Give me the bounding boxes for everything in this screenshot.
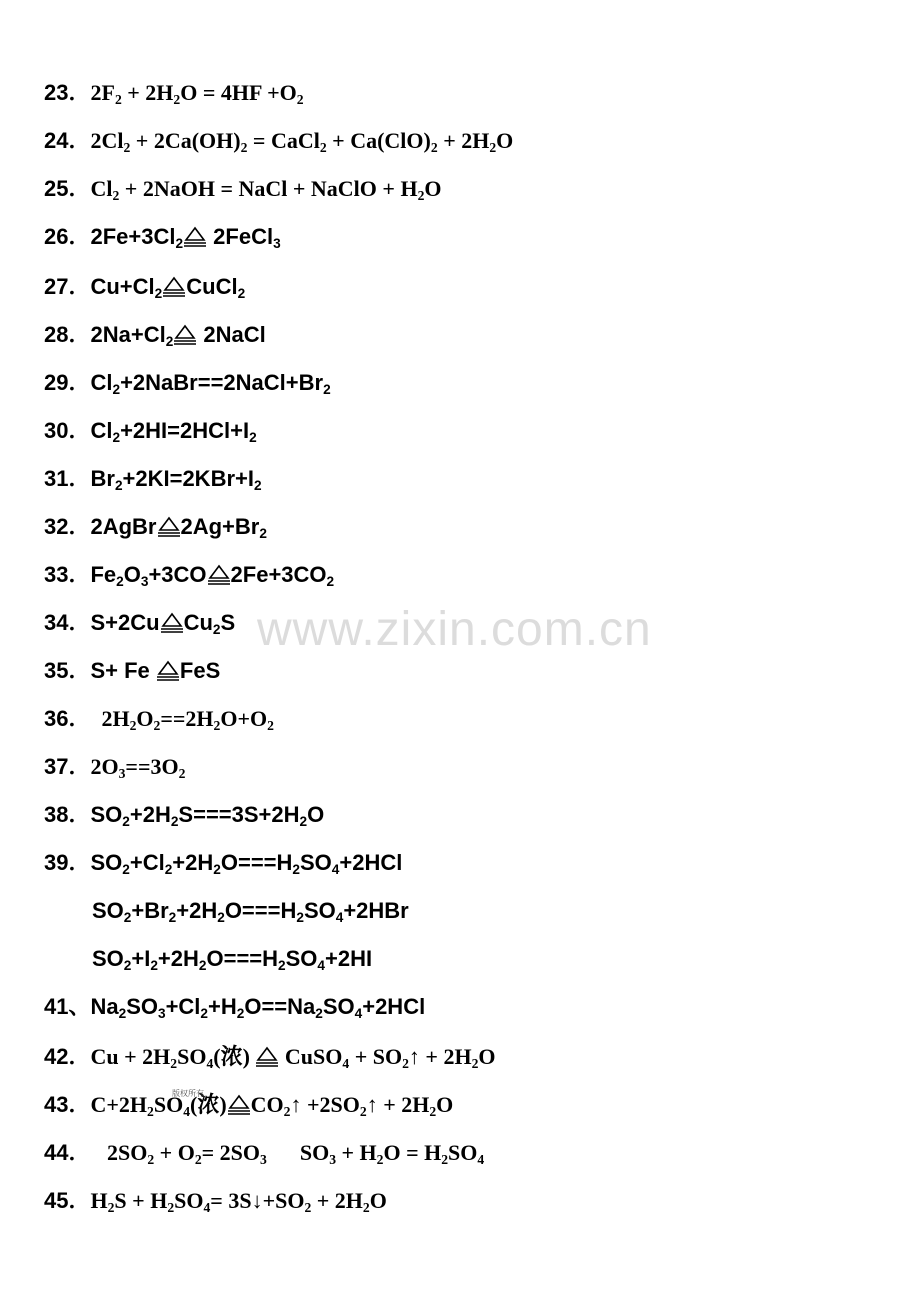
equation-line [44, 1138, 484, 1168]
heat-triangle-icon [207, 564, 231, 586]
formula-subscript: 2 [323, 381, 331, 397]
formula-subscript: 3 [329, 1151, 336, 1167]
heat-triangle-icon [183, 226, 207, 248]
formula-subscript: 2 [213, 861, 221, 877]
formula-subscript: 2 [150, 957, 158, 973]
formula-text: SO [126, 994, 158, 1019]
formula-text: +2KI=2KBr+I [122, 466, 254, 491]
formula-text: 2Na+Cl [90, 322, 166, 347]
equation-line [44, 368, 331, 398]
formula-subscript: 2 [167, 1199, 175, 1215]
formula-subscript: 2 [200, 1005, 208, 1021]
heat-triangle-icon [162, 276, 186, 298]
equation-line [44, 560, 334, 590]
formula-text: = CaCl [247, 128, 320, 153]
formula-subscript: 2 [471, 1055, 479, 1071]
formula-text: +2H [176, 898, 218, 923]
equation-number: 35． [44, 658, 91, 683]
equation-number: 23． [44, 80, 91, 105]
equation-line [44, 992, 425, 1022]
formula-text: Cu [183, 610, 213, 635]
formula-subscript: 2 [315, 1005, 323, 1021]
formula-text: O===H [206, 946, 279, 971]
formula-subscript: 4 [317, 957, 325, 973]
equation-formula [90, 368, 330, 398]
equation-number: 31． [44, 466, 91, 491]
formula-subscript: 2 [296, 91, 304, 107]
formula-text: CuSO [279, 1044, 343, 1069]
formula-subscript: 2 [112, 187, 120, 203]
equation-formula [90, 512, 266, 542]
equation-number: 42． [44, 1044, 91, 1069]
equation-number: 43． [44, 1092, 91, 1117]
equation-formula [90, 464, 261, 494]
formula-subscript: 2 [417, 187, 425, 203]
formula-text: +Cl [129, 850, 165, 875]
formula-subscript: 2 [122, 813, 130, 829]
formula-subscript: 4 [183, 1103, 191, 1119]
heat-triangle-icon [255, 1046, 279, 1068]
heat-triangle-icon [157, 516, 181, 538]
formula-text: SO [299, 850, 332, 875]
formula-text: Cl [90, 370, 113, 395]
formula-text: FeS [179, 658, 221, 683]
formula-text: +H [208, 994, 237, 1019]
formula-text: O [123, 562, 141, 587]
formula-text: + 2NaOH = NaCl + NaClO + H [119, 176, 418, 201]
formula-subscript: 2 [164, 861, 173, 877]
equation-number: 44． [44, 1140, 91, 1165]
formula-text: + Ca(ClO) [326, 128, 431, 153]
equation-formula [90, 174, 441, 204]
formula-text: S===3S+2H [178, 802, 300, 827]
formula-subscript: 2 [359, 1103, 367, 1119]
heat-triangle-icon [227, 1094, 251, 1116]
formula-text: SO [303, 898, 336, 923]
equation-line [44, 704, 274, 734]
formula-subscript: 4 [206, 1055, 214, 1071]
equation-number: 29． [44, 370, 91, 395]
formula-text: = 3S↓+SO [210, 1188, 305, 1213]
heat-triangle-icon [156, 660, 180, 682]
formula-subscript: 2 [253, 477, 262, 493]
formula-text: S [220, 610, 236, 635]
formula-text: + H [336, 1140, 377, 1165]
formula-subscript: 3 [118, 765, 126, 781]
equation-line [44, 1186, 387, 1216]
formula-subscript: 2 [173, 91, 181, 107]
formula-subscript: 2 [240, 139, 248, 155]
equation-formula [90, 272, 245, 302]
formula-text: ==3O [125, 754, 179, 779]
formula-text: +2H [172, 850, 214, 875]
formula-text: O+O [220, 706, 268, 731]
formula-text: + 2H [121, 80, 174, 105]
formula-text: CuCl [186, 274, 238, 299]
equation-formula [90, 704, 273, 734]
equation-number: 24． [44, 128, 91, 153]
formula-text: SO [174, 1188, 204, 1213]
equation-line [44, 464, 262, 494]
formula-subscript: 2 [213, 717, 221, 733]
equation-line [44, 1042, 496, 1072]
equation-line [44, 416, 257, 446]
formula-text: O [369, 1188, 387, 1213]
formula-subscript: 2 [217, 909, 225, 925]
formula-text: (浓) [190, 1092, 227, 1117]
equation-formula [92, 896, 409, 926]
formula-text: O===H [220, 850, 293, 875]
formula-text: Cu + 2H [90, 1044, 171, 1069]
formula-text: 2NaCl [197, 322, 266, 347]
formula-subscript: 2 [154, 285, 163, 301]
equation-number: 25． [44, 176, 91, 201]
equation-formula [90, 78, 303, 108]
formula-subscript: 2 [362, 1199, 370, 1215]
formula-text: SO [90, 802, 123, 827]
formula-text: SO [177, 1044, 207, 1069]
formula-text: +2HI=2HCl+I [120, 418, 250, 443]
formula-text: O [478, 1044, 496, 1069]
formula-text: +2HI [324, 946, 373, 971]
formula-text: = 2SO [201, 1140, 261, 1165]
formula-text: O==Na [244, 994, 316, 1019]
formula-subscript: 3 [260, 1151, 267, 1167]
formula-text: 2Cl [90, 128, 124, 153]
formula-text: Br [90, 466, 115, 491]
equation-line [44, 848, 402, 878]
equation-formula [90, 656, 220, 686]
formula-text: Cl [90, 176, 113, 201]
formula-text: +2NaBr==2NaCl+Br [120, 370, 324, 395]
equation-formula [90, 848, 402, 878]
formula-subscript: 2 [129, 717, 137, 733]
equation-line [44, 320, 266, 350]
equation-number: 30． [44, 418, 91, 443]
formula-text: +2HBr [343, 898, 409, 923]
equation-formula [90, 416, 256, 446]
formula-text: S+2Cu [90, 610, 160, 635]
equation-line [44, 126, 513, 156]
formula-text: +2HCl [362, 994, 426, 1019]
equation-number: 37． [44, 754, 91, 779]
formula-subscript: 2 [429, 1103, 437, 1119]
formula-text: 2F [90, 80, 115, 105]
equation-line [44, 512, 267, 542]
formula-subscript: 2 [168, 909, 177, 925]
formula-subscript: 2 [116, 573, 124, 589]
formula-text: +Br [131, 898, 169, 923]
formula-text: O [307, 802, 325, 827]
equation-formula [90, 608, 235, 638]
formula-text: + 2H [437, 128, 490, 153]
formula-text: O [424, 176, 442, 201]
equation-formula [90, 222, 280, 252]
equation-number: 39． [44, 850, 91, 875]
equation-formula [90, 320, 265, 350]
formula-text: O [136, 706, 154, 731]
formula-subscript: 2 [170, 1055, 178, 1071]
equation-formula [92, 944, 372, 974]
equation-line [44, 752, 185, 782]
formula-subscript: 2 [123, 957, 132, 973]
formula-subscript: 3 [140, 573, 149, 589]
formula-text: C+2H [90, 1092, 148, 1117]
formula-subscript: 2 [292, 861, 300, 877]
equation-formula [90, 1090, 453, 1120]
equation-formula [90, 126, 513, 156]
equation-line [44, 656, 220, 686]
formula-text: SO [448, 1140, 478, 1165]
formula-text: ==2H [160, 706, 214, 731]
formula-text: O [496, 128, 514, 153]
formula-text: SO [322, 994, 355, 1019]
formula-text: CO [250, 1092, 284, 1117]
equation-formula [90, 800, 324, 830]
formula-text: SO [285, 946, 318, 971]
formula-subscript: 2 [165, 333, 174, 349]
formula-subscript: 3 [273, 235, 281, 251]
formula-text: 2Ag+Br [180, 514, 260, 539]
equation-formula [90, 1042, 495, 1072]
equation-number: 38． [44, 802, 91, 827]
equation-number: 34． [44, 610, 91, 635]
formula-text: O [436, 1092, 454, 1117]
formula-text: ↑ +2SO [290, 1092, 360, 1117]
equation-number: 33． [44, 562, 91, 587]
formula-text: + SO [349, 1044, 403, 1069]
equation-line [44, 608, 235, 638]
formula-subscript: 2 [441, 1151, 449, 1167]
formula-text: H [90, 1188, 108, 1213]
tiny-note: 版权所有 [172, 1089, 204, 1098]
formula-subscript: 2 [198, 957, 207, 973]
formula-text: SO [92, 946, 124, 971]
formula-text: + O [154, 1140, 195, 1165]
formula-subscript: 2 [319, 139, 327, 155]
formula-subscript: 2 [259, 525, 267, 541]
formula-subscript: 4 [477, 1151, 485, 1167]
formula-text: O = 4HF +O [180, 80, 297, 105]
formula-subscript: 2 [296, 909, 304, 925]
formula-text: O = H [383, 1140, 442, 1165]
formula-subscript: 2 [376, 1151, 384, 1167]
formula-text: SO [153, 1092, 184, 1117]
formula-text: +I [131, 946, 151, 971]
formula-subscript: 2 [299, 813, 308, 829]
formula-text: ↑ + 2H [366, 1092, 430, 1117]
formula-text: SO [266, 1140, 330, 1165]
formula-subscript: 4 [335, 909, 344, 925]
formula-subscript: 4 [203, 1199, 211, 1215]
formula-subscript: 2 [489, 139, 497, 155]
formula-subscript: 2 [118, 1005, 127, 1021]
formula-subscript: 2 [212, 621, 221, 637]
formula-subscript: 2 [175, 235, 184, 251]
formula-text: 2H [90, 706, 130, 731]
equation-number: 27． [44, 274, 91, 299]
formula-subscript: 2 [267, 717, 274, 733]
formula-text: + 2Ca(OH) [130, 128, 241, 153]
equation-formula [90, 752, 185, 782]
equation-formula [90, 1186, 386, 1216]
equation-line [44, 800, 324, 830]
formula-subscript: 2 [194, 1151, 202, 1167]
formula-subscript: 2 [107, 1199, 115, 1215]
equation-number: 26． [44, 224, 91, 249]
formula-subscript: 2 [430, 139, 438, 155]
formula-text: +2H [157, 946, 199, 971]
formula-subscript: 2 [326, 573, 335, 589]
equation-formula [90, 560, 334, 590]
formula-text: +Cl [165, 994, 201, 1019]
formula-subscript: 2 [112, 429, 121, 445]
formula-subscript: 2 [304, 1199, 312, 1215]
formula-subscript: 4 [354, 1005, 363, 1021]
formula-text: 2Fe+3Cl [90, 224, 176, 249]
formula-subscript: 2 [170, 813, 179, 829]
formula-text: (浓) [213, 1044, 256, 1069]
watermark: www.zixin.com.cn [257, 603, 652, 656]
formula-text: S+ Fe [90, 658, 156, 683]
formula-text: + 2H [311, 1188, 363, 1213]
formula-text: S + H [114, 1188, 168, 1213]
equation-number: 45． [44, 1188, 91, 1213]
formula-subscript: 2 [237, 285, 246, 301]
equation-formula [90, 992, 425, 1022]
equation-line [44, 174, 442, 204]
heat-triangle-icon [173, 324, 197, 346]
formula-text: +3CO [148, 562, 207, 587]
formula-subscript: 2 [278, 957, 286, 973]
formula-subscript: 4 [342, 1055, 350, 1071]
formula-text: ↑ + 2H [408, 1044, 472, 1069]
equation-number: 32． [44, 514, 91, 539]
formula-subscript: 2 [123, 909, 132, 925]
equation-line [92, 944, 372, 974]
formula-text: Cl [90, 418, 113, 443]
formula-text: Cu+Cl [90, 274, 155, 299]
equation-line [44, 272, 245, 302]
formula-text: Fe [90, 562, 117, 587]
formula-text: +2HCl [339, 850, 403, 875]
formula-text: 2FeCl [207, 224, 274, 249]
heat-triangle-icon [160, 612, 184, 634]
formula-text: 2O [90, 754, 119, 779]
formula-subscript: 2 [283, 1103, 291, 1119]
formula-text: SO [92, 898, 124, 923]
equation-line [44, 222, 281, 252]
formula-text: O===H [224, 898, 297, 923]
formula-subscript: 2 [112, 381, 121, 397]
formula-subscript: 2 [114, 91, 122, 107]
equation-number: 41、 [44, 994, 91, 1019]
equation-line [92, 896, 409, 926]
formula-subscript: 2 [147, 1103, 154, 1119]
formula-text: +2H [129, 802, 171, 827]
equation-line [44, 1090, 453, 1120]
formula-subscript: 2 [236, 1005, 245, 1021]
equation-number: 36． [44, 706, 91, 731]
formula-text: 2SO [90, 1140, 148, 1165]
formula-subscript: 2 [402, 1055, 409, 1071]
formula-text: 2Fe+3CO [230, 562, 327, 587]
formula-subscript: 3 [157, 1005, 166, 1021]
formula-subscript: 2 [122, 861, 130, 877]
formula-subscript: 2 [147, 1151, 155, 1167]
formula-subscript: 2 [123, 139, 131, 155]
equation-number: 28． [44, 322, 91, 347]
equation-formula [90, 1138, 484, 1168]
formula-subscript: 2 [114, 477, 123, 493]
formula-subscript: 4 [331, 861, 340, 877]
formula-subscript: 2 [178, 765, 186, 781]
formula-subscript: 2 [249, 429, 257, 445]
equation-line [44, 78, 304, 108]
formula-text: Na [90, 994, 119, 1019]
formula-subscript: 2 [153, 717, 161, 733]
formula-text: SO [90, 850, 123, 875]
formula-text: 2AgBr [90, 514, 157, 539]
